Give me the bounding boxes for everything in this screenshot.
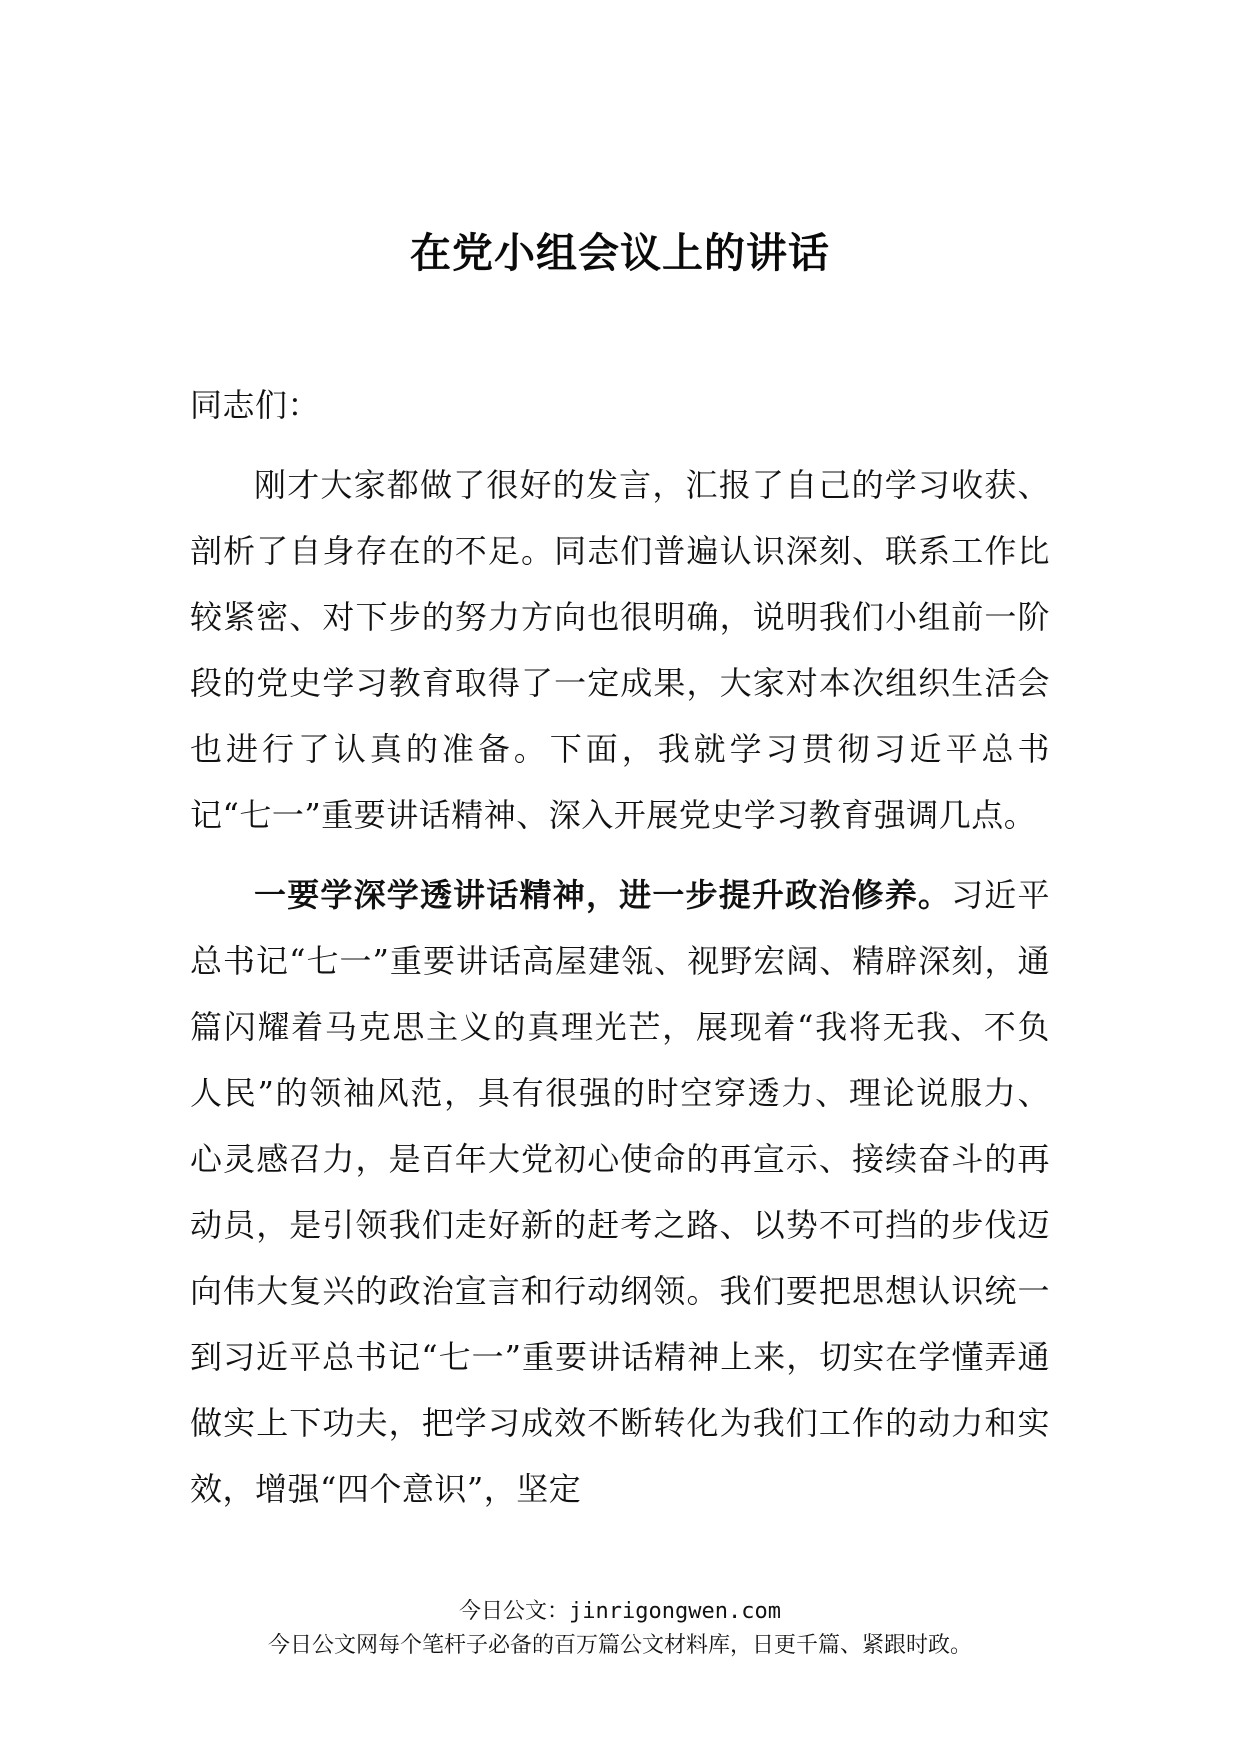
paragraph-opening (190, 452, 1050, 848)
footer-slogan: 今日公文网每个笔杆子必备的百万篇公文材料库，日更千篇、紧跟时政。 (267, 1633, 972, 1658)
footer-source-line (0, 1595, 1240, 1629)
footer-url-link[interactable]: jinrigongwen.com (569, 1599, 781, 1624)
footer-source-label: 今日公文： (459, 1599, 570, 1624)
page-footer (0, 1595, 1240, 1663)
document-body (190, 372, 1050, 1536)
paragraph-lead-heading: 一要学深学透讲话精神，进一步提升政治修养。 (254, 876, 952, 914)
document-title: 在党小组会议上的讲话 (410, 229, 830, 278)
paragraph-text: 习近平总书记“七一”重要讲话高屋建瓴、视野宏阔、精辟深刻，通篇闪耀着马克思主义的真理光芒，展现着“我将无我、不负人民”的领袖风范，具有很强的时空穿透力、理论说服力、心灵感召力，是百年大党初心使命的再宣示、接续奋斗的再动员，是引领我们走好新的赶考之路、以势不可挡的步伐迈向伟大复兴的政治宣言和行动纲领。我们要把思想认识统一到习近平总书记“七一”重要讲话精神上来，切实在学懂弄通做实上下功夫，把学习成效不断转化为我们工作的动力和实效，增强“四个意识”，坚定 (190, 876, 1050, 1508)
salutation: 同志们： (190, 386, 321, 424)
paragraph-text: 刚才大家都做了很好的发言，汇报了自己的学习收获、剖析了自身存在的不足。同志们普遍认识深刻、联系工作比较紧密、对下步的努力方向也很明确，说明我们小组前一阶段的党史学习教育取得了一定成果，大家对本次组织生活会也进行了认真的准备。下面，我就学习贯彻习近平总书记“七一”重要讲话精神、深入开展党史学习教育强调几点。 (190, 466, 1050, 834)
paragraph-point-one (190, 862, 1050, 1522)
